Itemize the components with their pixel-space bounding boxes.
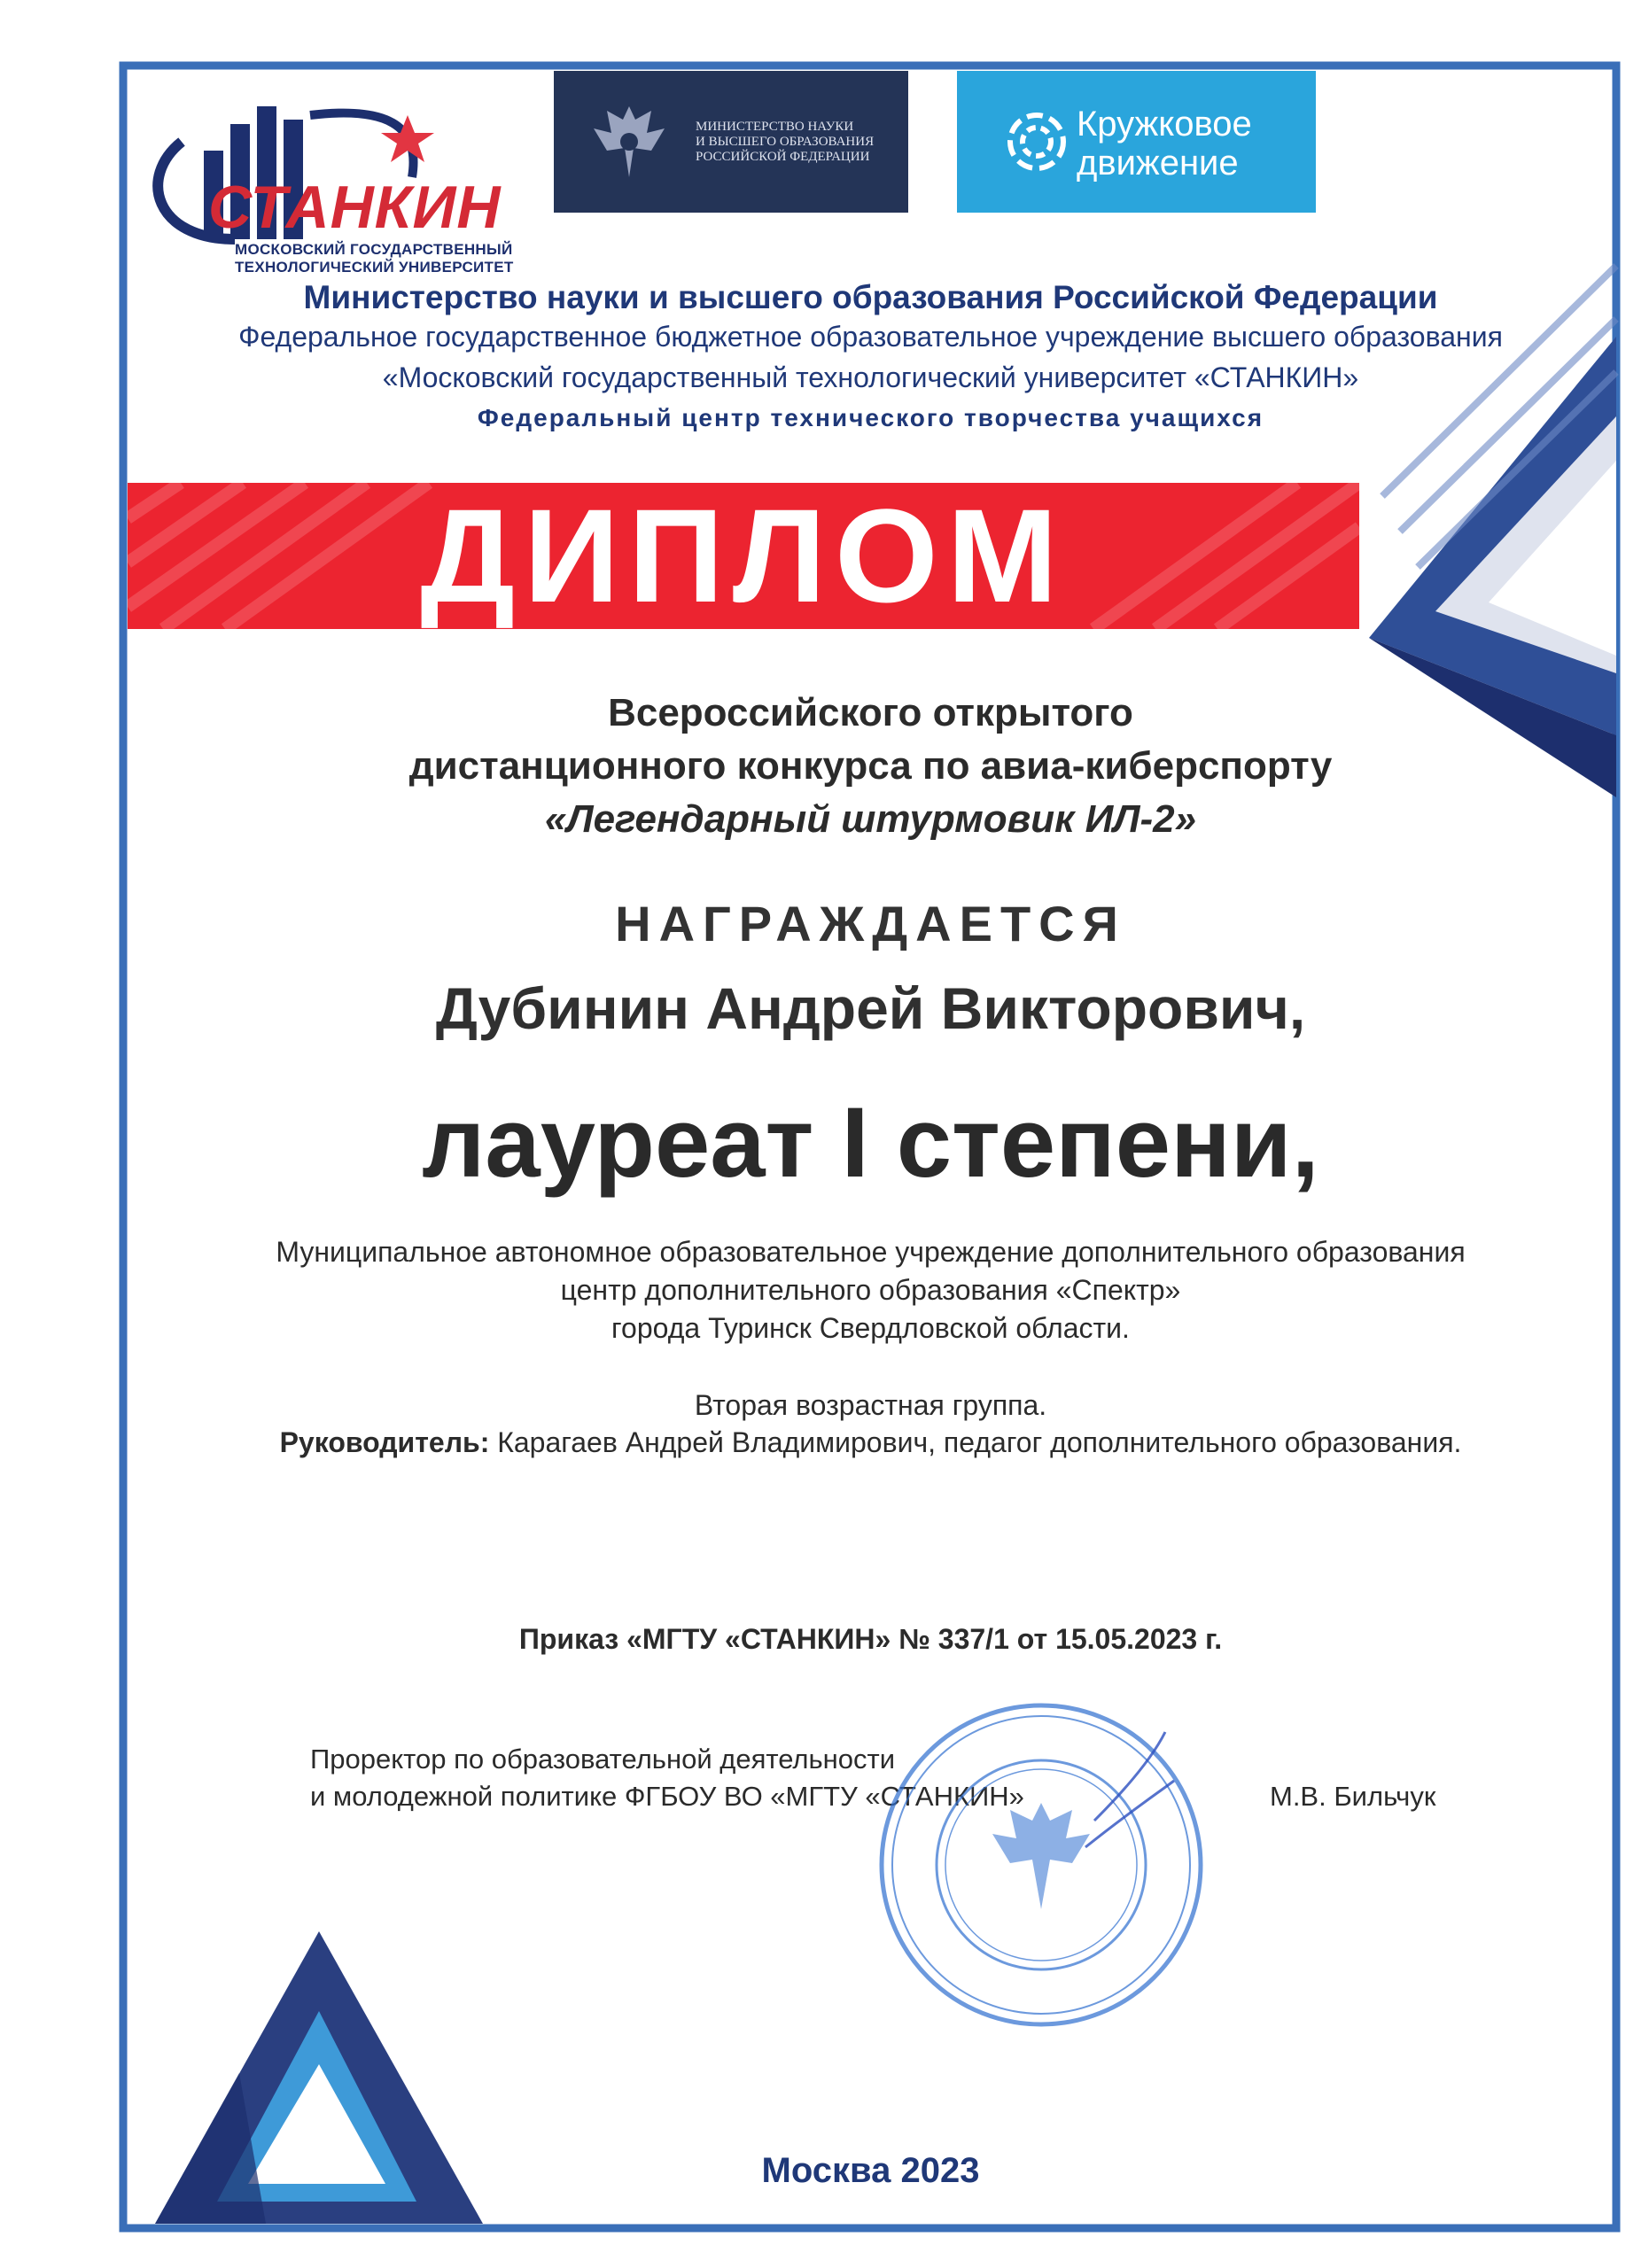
ministry-logo-line3: РОССИЙСКОЙ ФЕДЕРАЦИИ <box>696 150 870 164</box>
double-eagle-emblem-icon <box>580 93 678 190</box>
award-degree: лауреат I степени, <box>422 1087 1319 1198</box>
contest-name: «Легендарный штурмовик ИЛ-2» <box>544 797 1197 841</box>
supervisor-label: Руководитель: <box>279 1426 490 1458</box>
contest-line2: дистанционного конкурса по авиа-киберспорту <box>408 744 1333 788</box>
header-center: Федеральный центр технического творчества учащихся <box>477 404 1264 431</box>
age-group: Вторая возрастная группа. <box>694 1389 1047 1421</box>
signer-title-line2: и молодежной политике ФГБОУ ВО «МГТУ «СТАНКИН» <box>310 1781 1024 1812</box>
order-reference: Приказ «МГТУ «СТАНКИН» № 337/1 от 15.05.2023 г. <box>518 1623 1223 1655</box>
organization-line3: города Туринск Свердловской области. <box>611 1312 1130 1344</box>
supervisor-text: Карагаев Андрей Владимирович, педагог дополнительного образования. <box>489 1426 1462 1458</box>
supervisor <box>120 1426 1622 1459</box>
recipient-name: Дубинин Андрей Викторович, <box>435 975 1306 1041</box>
organization-line1: Муниципальное автономное образовательное учреждение дополнительного образования <box>276 1236 1466 1268</box>
diploma-title: ДИПЛОМ <box>420 483 1067 629</box>
stankin-wordmark: СТАНКИН <box>208 174 502 241</box>
diploma-banner <box>128 483 1359 629</box>
signer-name: М.В. Бильчук <box>1270 1781 1436 1812</box>
ministry-logo-line1: МИНИСТЕРСТВО НАУКИ <box>696 120 854 134</box>
header-university: «Московский государственный технологический университет «СТАНКИН» <box>382 361 1359 393</box>
stankin-subtitle-line2: ТЕХНОЛОГИЧЕСКИЙ УНИВЕРСИТЕТ <box>235 259 514 276</box>
stankin-logo <box>120 44 514 276</box>
krug-logo-line2: движение <box>1077 144 1239 183</box>
footer-city-year: Москва 2023 <box>761 2151 980 2190</box>
circle-movement-icon <box>997 102 1077 182</box>
krug-logo-line1: Кружковое <box>1077 105 1252 144</box>
krug-logo <box>957 71 1316 213</box>
header-institution-type: Федеральное государственное бюджетное образовательное учреждение высшего образования <box>238 321 1503 353</box>
signer-title-line1: Проректор по образовательной деятельности <box>310 1744 896 1775</box>
organization-line2: центр дополнительного образования «Спектр» <box>560 1274 1181 1306</box>
official-stamp-icon <box>873 1697 1210 2033</box>
ministry-logo <box>554 71 908 213</box>
stankin-subtitle-line1: МОСКОВСКИЙ ГОСУДАРСТВЕННЫЙ <box>235 241 513 258</box>
contest-line1: Всероссийского открытого <box>608 691 1133 734</box>
header-ministry: Министерство науки и высшего образования Российской Федерации <box>303 279 1438 315</box>
award-label: НАГРАЖДАЕТСЯ <box>615 896 1126 951</box>
ministry-logo-line2: И ВЫСШЕГО ОБРАЗОВАНИЯ <box>696 135 875 149</box>
